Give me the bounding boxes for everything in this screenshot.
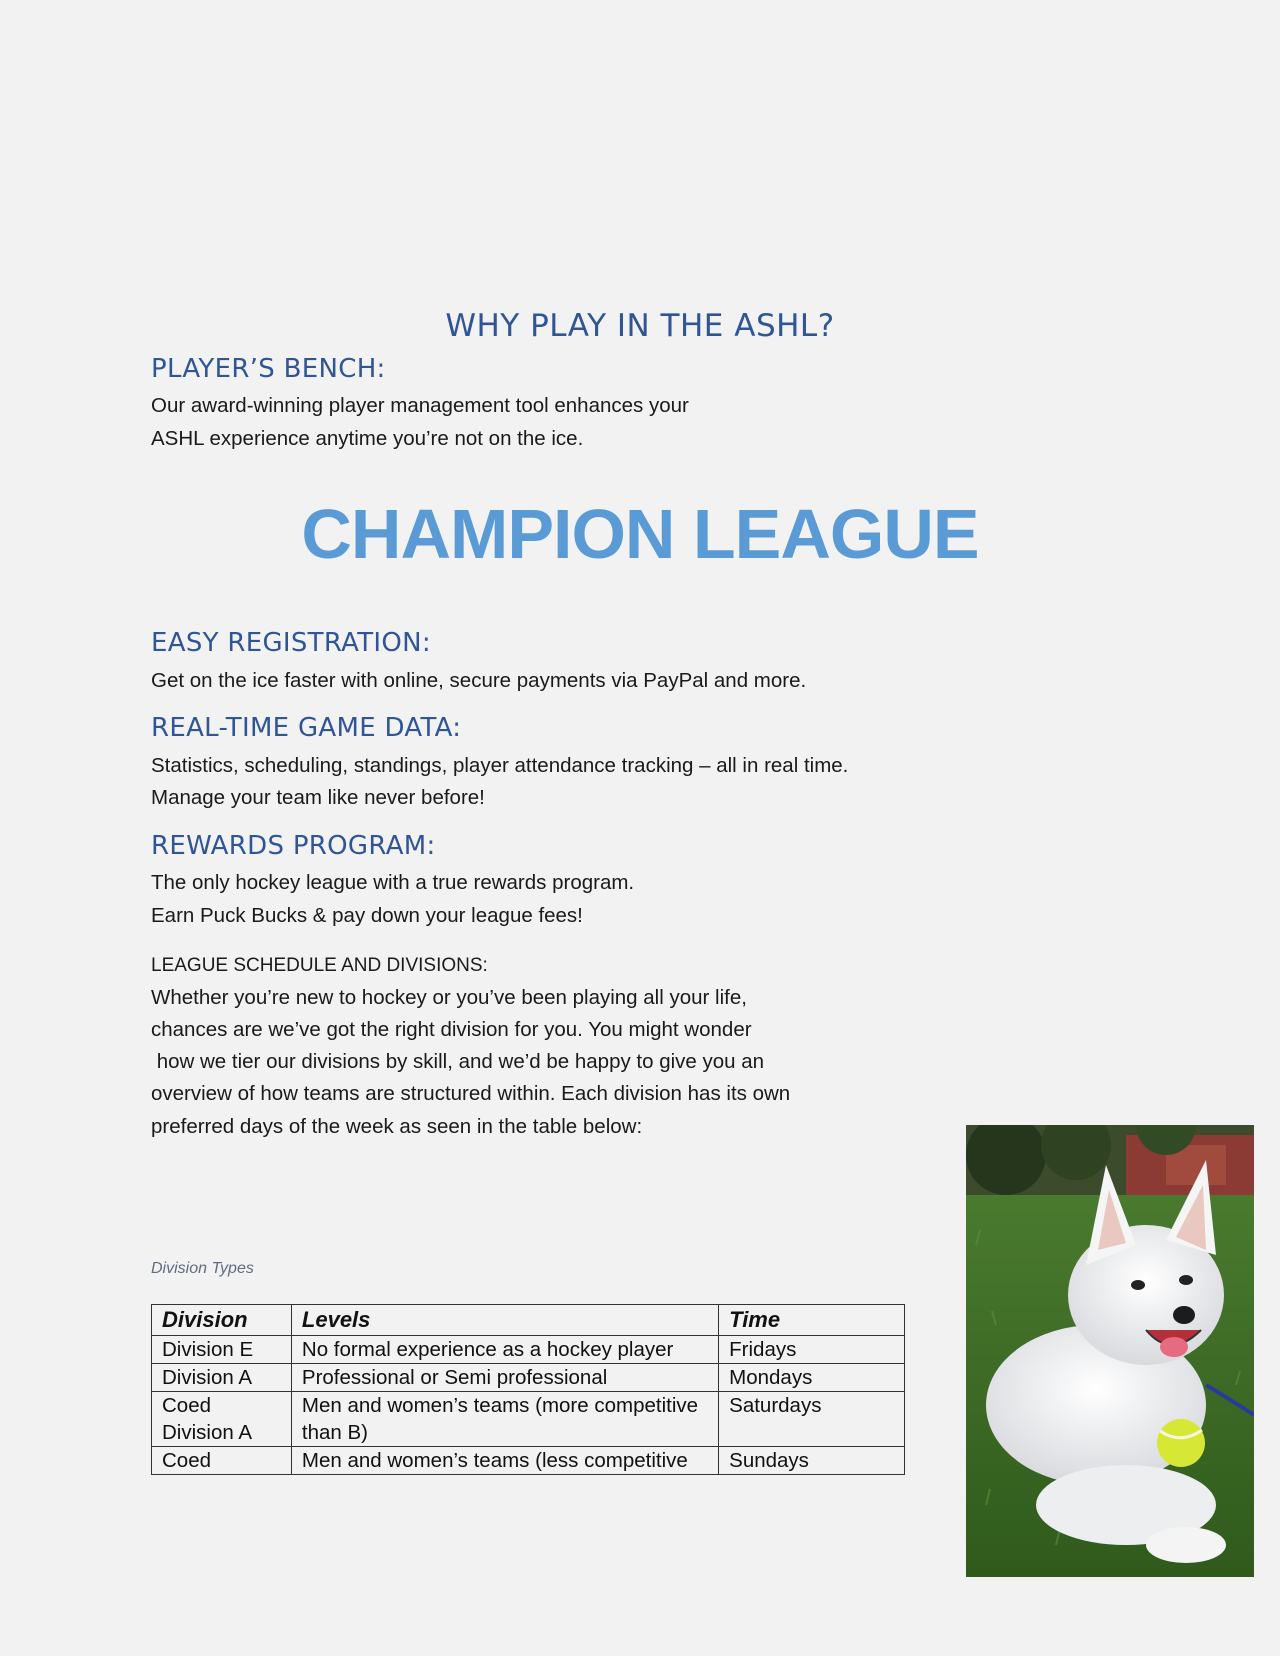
champion-league-title: CHAMPION LEAGUE — [301, 495, 979, 573]
cell-time: Fridays — [719, 1336, 905, 1364]
cell-levels: Professional or Semi professional — [291, 1364, 718, 1392]
rewards-line-1: The only hockey league with a true rewards program. — [151, 871, 635, 894]
schedule-line-4: overview of how teams are structured within. Each division has its own — [151, 1082, 791, 1105]
division-table — [151, 1304, 905, 1475]
real-time-line-1: Statistics, scheduling, standings, player attendance tracking – all in real time. — [151, 754, 849, 777]
cell-time: Sundays — [719, 1447, 905, 1475]
table-row — [152, 1392, 905, 1447]
header-division: Division — [152, 1305, 292, 1336]
cell-division: Coed — [152, 1447, 292, 1475]
real-time-line-2: Manage your team like never before! — [151, 786, 485, 809]
header-time: Time — [719, 1305, 905, 1336]
real-time-title: REAL-TIME GAME DATA: — [151, 713, 462, 743]
table-caption: Division Types — [151, 1260, 254, 1277]
header-levels: Levels — [291, 1305, 718, 1336]
schedule-line-3: how we tier our divisions by skill, and we’d be happy to give you an — [151, 1050, 765, 1073]
players-bench-title: PLAYER’S BENCH: — [151, 354, 386, 384]
page-heading: WHY PLAY IN THE ASHL? — [445, 308, 835, 344]
cell-division: Division A — [152, 1364, 292, 1392]
table-row — [152, 1447, 905, 1475]
schedule-line-1: Whether you’re new to hockey or you’ve been playing all your life, — [151, 986, 747, 1009]
rewards-line-2: Earn Puck Bucks & pay down your league fees! — [151, 904, 583, 927]
table-row — [152, 1336, 905, 1364]
cell-time: Saturdays — [719, 1392, 905, 1447]
cell-levels: No formal experience as a hockey player — [291, 1336, 718, 1364]
players-bench-line-1: Our award-winning player management tool enhances your — [151, 394, 689, 417]
table-header-row — [152, 1305, 905, 1336]
cell-division: Division E — [152, 1336, 292, 1364]
easy-registration-title: EASY REGISTRATION: — [151, 628, 431, 658]
schedule-line-2: chances are we’ve got the right division for you. You might wonder — [151, 1018, 752, 1041]
cell-time: Mondays — [719, 1364, 905, 1392]
cell-levels: Men and women’s teams (less competitive — [291, 1447, 718, 1475]
schedule-title: LEAGUE SCHEDULE AND DIVISIONS: — [151, 955, 488, 976]
rewards-title: REWARDS PROGRAM: — [151, 831, 436, 861]
schedule-line-5: preferred days of the week as seen in the table below: — [151, 1115, 643, 1138]
easy-registration-line-1: Get on the ice faster with online, secure payments via PayPal and more. — [151, 669, 807, 692]
cell-levels: Men and women’s teams (more competitive than B) — [291, 1392, 718, 1447]
cell-division: Coed Division A — [152, 1392, 292, 1447]
table-row — [152, 1364, 905, 1392]
players-bench-line-2: ASHL experience anytime you’re not on the ice. — [151, 427, 584, 450]
dog-photo — [966, 1125, 1254, 1577]
